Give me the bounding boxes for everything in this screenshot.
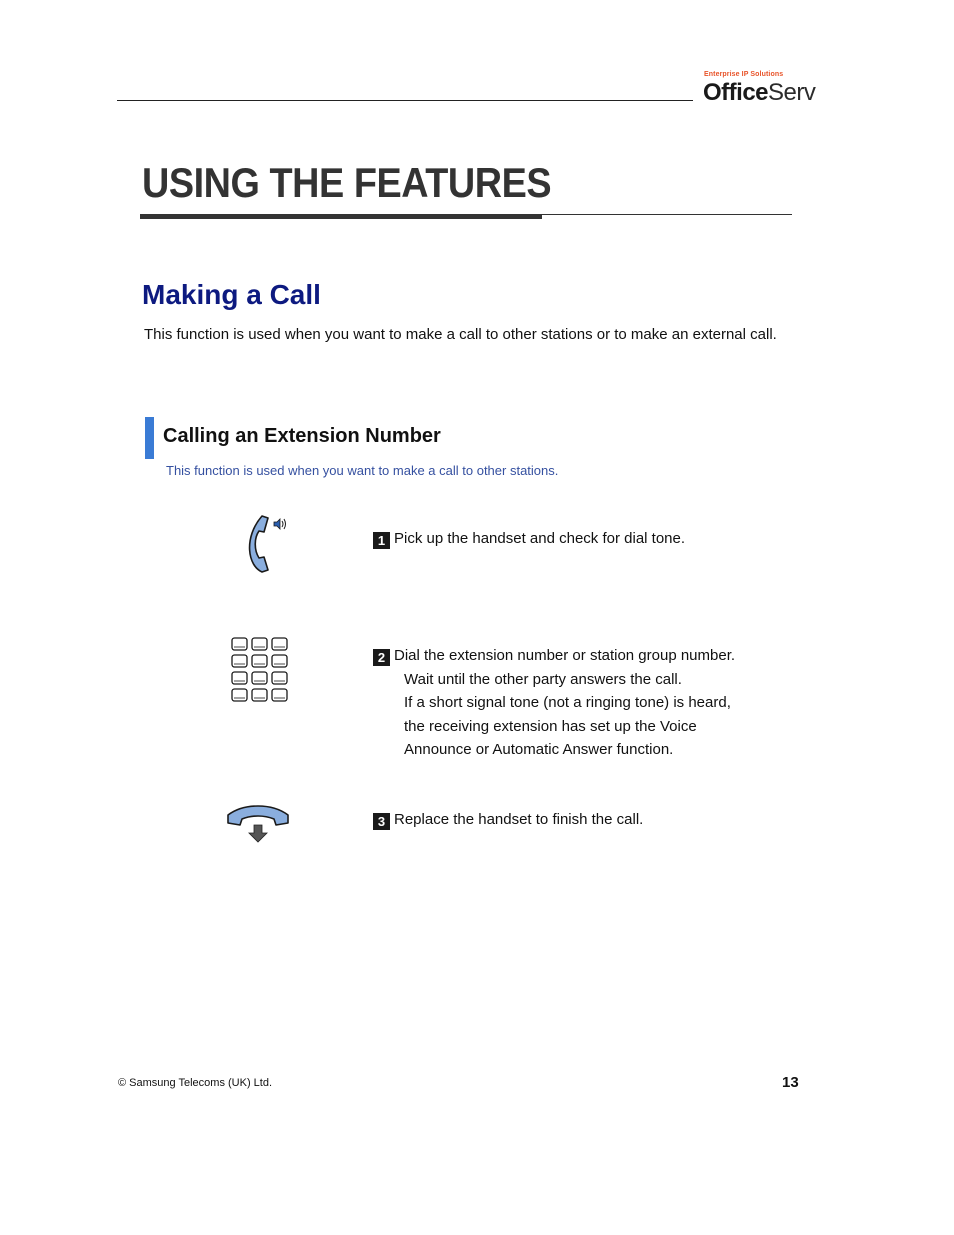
- subsection-accent-bar: [145, 417, 154, 459]
- page-number: 13: [782, 1074, 799, 1091]
- step-3-number: 3: [373, 813, 390, 830]
- step-2-line-4: the receiving extension has set up the Voice: [404, 717, 697, 735]
- step-2-line-1: Dial the extension number or station group number.: [394, 647, 736, 664]
- keypad-key: [252, 638, 267, 650]
- keypad-key: [272, 638, 287, 650]
- keypad-key: [252, 672, 267, 684]
- logo-tagline: Enterprise IP Solutions: [704, 71, 784, 78]
- step-1: [373, 527, 685, 551]
- section-heading: Making a Call: [142, 279, 321, 310]
- step-2-line-5: Announce or Automatic Answer function.: [404, 741, 674, 758]
- step-1-number: 1: [373, 532, 390, 549]
- step-2-line-3: If a short signal tone (not a ringing tone) is heard,: [404, 694, 731, 711]
- logo-office-text: Office: [703, 79, 769, 106]
- keypad-key: [232, 672, 247, 684]
- step-3: [373, 808, 643, 832]
- step-1-text: Pick up the handset and check for dial tone.: [394, 530, 686, 547]
- keypad-key: [252, 655, 267, 667]
- step-2-line-2: Wait until the other party answers the call.: [404, 670, 682, 688]
- keypad-key: [232, 689, 247, 701]
- header-rule: [117, 100, 693, 101]
- section-intro: This function is used when you want to make a call to other stations or to make an external call.: [144, 326, 777, 343]
- subsection-description: This function is used when you want to make a call to other stations.: [166, 463, 559, 478]
- keypad-key: [232, 655, 247, 667]
- handset-hangup-icon: [224, 803, 292, 850]
- officeserv-logo: [703, 79, 815, 107]
- keypad-icon: [230, 636, 290, 709]
- title-underline-thin: [542, 214, 792, 215]
- subsection-heading: Calling an Extension Number: [163, 425, 441, 447]
- keypad-key: [272, 655, 287, 667]
- keypad-key: [232, 638, 247, 650]
- handset-lifted-icon: [240, 512, 292, 581]
- logo-serv-text: Serv: [768, 79, 816, 106]
- step-2: [373, 644, 735, 762]
- footer-copyright: © Samsung Telecoms (UK) Ltd.: [118, 1077, 273, 1089]
- keypad-key: [272, 689, 287, 701]
- keypad-key: [272, 672, 287, 684]
- keypad-key: [252, 689, 267, 701]
- chapter-title: USING THE FEATURES: [142, 159, 552, 206]
- title-underline-thick: [140, 214, 542, 219]
- step-3-text: Replace the handset to finish the call.: [394, 811, 644, 828]
- step-2-number: 2: [373, 649, 390, 666]
